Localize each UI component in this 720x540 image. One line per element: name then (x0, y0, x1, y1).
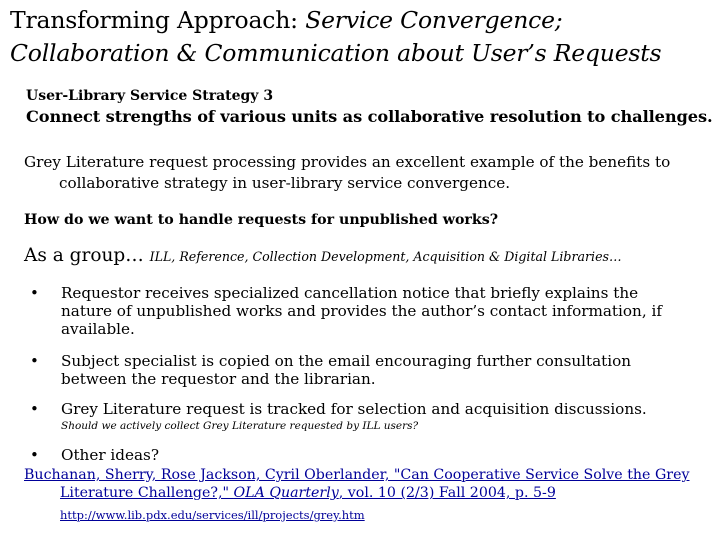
citation-line-1[interactable]: Buchanan, Sherry, Rose Jackson, Cyril Oberlander, "Can Cooperative Service Solve the Grey (24, 467, 690, 483)
bullet-line: Other ideas? (61, 446, 159, 464)
slide-title (10, 4, 715, 70)
bullet-icon: • (30, 352, 39, 370)
title-lead: Transforming Approach: (10, 6, 306, 34)
bullet-text (61, 400, 696, 418)
intro-paragraph (24, 152, 714, 194)
bullet-icon: • (30, 400, 39, 418)
bullet-icon: • (30, 284, 39, 302)
bullet-item (26, 400, 696, 418)
bullet-note: Should we actively collect Grey Literature requested by ILL users? (61, 420, 419, 432)
title-line-2: Collaboration & Communication about User’s Requests (10, 39, 662, 67)
intro-line-1: Grey Literature request processing provides an excellent example of the benefits to (24, 153, 671, 171)
group-line (24, 245, 714, 266)
bullet-text (61, 284, 696, 338)
bullet-item (26, 446, 696, 464)
intro-line-2: collaborative strategy in user-library service convergence. (59, 174, 511, 192)
group-lead: As a group… (24, 245, 150, 266)
bullet-item (26, 352, 696, 388)
strategy-text: Connect strengths of various units as collaborative resolution to challenges. (26, 107, 713, 126)
group-units: ILL, Reference, Collection Development, Acquisition & Digital Libraries… (149, 249, 622, 264)
title-italic-part1: Service Convergence; (305, 6, 563, 34)
question-heading: How do we want to handle requests for unpublished works? (24, 212, 499, 228)
bullet-item (26, 284, 696, 338)
bullet-line: Subject specialist is copied on the email encouraging further consultation (61, 352, 632, 370)
strategy-label: User-Library Service Strategy 3 (26, 88, 274, 104)
citation-line-2-part1[interactable]: Literature Challenge?," (60, 485, 234, 501)
bullet-line: Grey Literature request is tracked for selection and acquisition discussions. (61, 400, 647, 418)
bullet-line: nature of unpublished works and provides the author’s contact information, if (61, 302, 662, 320)
bullet-text (61, 446, 696, 464)
citation-line-2[interactable] (24, 484, 714, 502)
title-line-1 (10, 4, 715, 37)
source-url-link[interactable]: http://www.lib.pdx.edu/services/ill/projects/grey.htm (60, 508, 365, 522)
bullet-line: Requestor receives specialized cancellation notice that briefly explains the (61, 284, 639, 302)
citation-line-2-part2[interactable]: , vol. 10 (2/3) Fall 2004, p. 5-9 (338, 485, 556, 501)
bullet-icon: • (30, 446, 39, 464)
bullet-text (61, 352, 696, 388)
bullet-line: available. (61, 320, 135, 338)
bullet-line: between the requestor and the librarian. (61, 370, 376, 388)
citation-journal[interactable]: OLA Quarterly (233, 485, 339, 501)
citation-link[interactable] (24, 466, 714, 502)
